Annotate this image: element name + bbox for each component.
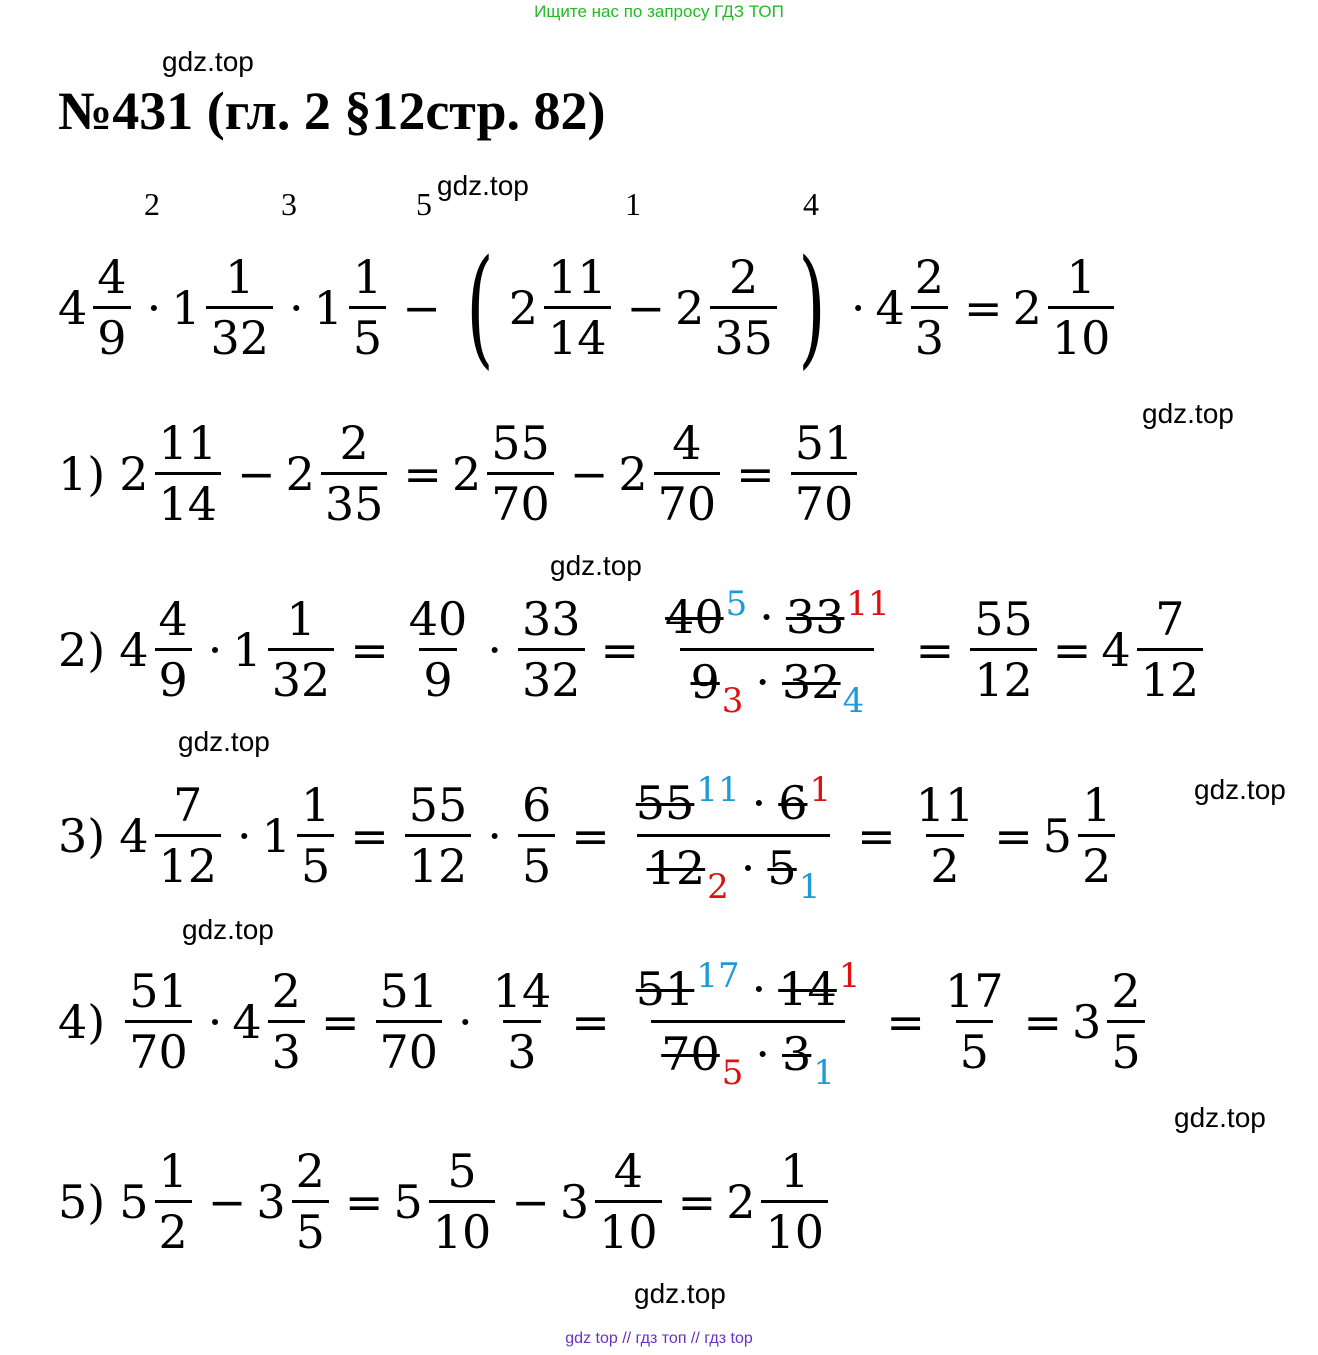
operator: =	[886, 994, 925, 1049]
fraction	[429, 1144, 496, 1259]
reduced-factor: 17	[696, 956, 740, 996]
operator: ·	[146, 280, 162, 335]
operator: ·	[755, 1027, 771, 1081]
operator: =	[320, 994, 360, 1049]
operator: =	[994, 808, 1033, 863]
reduced-factor: 1	[838, 956, 861, 996]
numerator: 4	[613, 1144, 643, 1198]
cancellation-fraction	[626, 956, 871, 1093]
fraction	[155, 416, 222, 531]
fraction	[125, 964, 192, 1079]
whole-part: 1	[232, 622, 262, 677]
whole-part: 1	[313, 280, 343, 335]
crossed-out-number: 6	[778, 776, 808, 830]
operator: ·	[487, 808, 502, 863]
denominator: 9	[155, 648, 192, 703]
denominator	[680, 648, 874, 721]
denominator: 12	[970, 648, 1037, 703]
denominator: 32	[206, 306, 273, 361]
numerator: 7	[173, 778, 203, 832]
numerator	[626, 770, 841, 834]
cancellation-fraction	[655, 584, 900, 721]
whole-part: 2	[508, 280, 538, 335]
numerator: 51	[794, 416, 854, 470]
numerator: 40	[408, 592, 468, 646]
watermark: gdz.top	[162, 46, 254, 77]
whole-part: 4	[232, 994, 262, 1049]
fraction	[1078, 778, 1115, 893]
denominator: 70	[487, 472, 554, 527]
operator: =	[600, 622, 640, 677]
numerator: 2	[914, 250, 945, 305]
reduced-factor: 1	[798, 867, 821, 907]
fraction	[405, 592, 472, 707]
numerator: 4	[158, 592, 188, 646]
denominator	[637, 834, 831, 907]
denominator: 12	[405, 834, 472, 889]
operator: ·	[850, 280, 866, 335]
operator: ·	[740, 841, 756, 895]
whole-part: 2	[1012, 280, 1042, 335]
watermark: gdz.top	[182, 914, 274, 945]
operator: ·	[751, 776, 767, 830]
numerator: 55	[408, 778, 468, 832]
crossed-out-number: 9	[690, 655, 720, 709]
whole-part: 4	[119, 622, 149, 677]
numerator: 1	[352, 250, 383, 305]
crossed-out-number: 40	[665, 590, 724, 644]
fraction	[268, 592, 335, 707]
denominator: 5	[956, 1020, 993, 1075]
whole-part: 2	[285, 446, 315, 501]
reduced-factor: 2	[707, 867, 729, 907]
denominator: 12	[1137, 648, 1204, 703]
order-number: 5	[416, 186, 432, 222]
fraction	[518, 778, 555, 893]
fraction	[544, 250, 611, 366]
operator: ·	[289, 280, 304, 335]
numerator: 51	[129, 964, 188, 1018]
numerator	[655, 584, 900, 648]
step-label: 2)	[58, 622, 106, 677]
operator: =	[350, 808, 389, 863]
numerator: 55	[974, 592, 1033, 646]
denominator: 5	[518, 834, 555, 889]
crossed-out-number: 12	[646, 841, 706, 895]
watermark: gdz.top	[634, 1278, 726, 1309]
denominator: 9	[93, 306, 130, 361]
whole-part: 5	[393, 1174, 423, 1229]
crossed-out-number: 70	[661, 1027, 720, 1081]
step-label: 3)	[58, 808, 106, 863]
operator: ·	[759, 590, 774, 644]
parenthesis: )	[798, 233, 826, 382]
numerator: 1	[1082, 778, 1112, 832]
fraction	[93, 250, 130, 366]
search-banner: Ищите нас по запросу ГДЗ ТОП	[534, 2, 784, 21]
step-5	[58, 1144, 834, 1259]
order-number: 2	[144, 186, 160, 222]
fraction	[292, 1144, 329, 1259]
fraction	[206, 250, 273, 366]
fraction	[911, 250, 948, 366]
fraction	[155, 592, 192, 707]
footer-links[interactable]: gdz top // гдз топ // гдз top	[565, 1330, 753, 1347]
crossed-out-number: 3	[782, 1027, 812, 1081]
reduced-factor: 11	[846, 584, 890, 624]
step-label: 5)	[58, 1174, 106, 1229]
operator: −	[237, 446, 276, 501]
numerator: 2	[295, 1144, 325, 1198]
numerator: 33	[521, 592, 581, 646]
fraction	[595, 1144, 662, 1259]
numerator: 17	[944, 964, 1004, 1018]
whole-part: 2	[119, 446, 149, 501]
whole-part: 1	[261, 808, 291, 863]
fraction	[518, 592, 585, 707]
crossed-out-number: 14	[778, 962, 837, 1016]
fraction	[1107, 964, 1144, 1079]
order-number: 4	[803, 186, 819, 222]
fraction	[268, 964, 305, 1079]
numerator: 4	[672, 416, 702, 470]
order-number: 3	[281, 186, 297, 222]
crossed-out-number: 32	[782, 655, 841, 709]
numerator: 14	[492, 964, 552, 1018]
whole-part: 3	[256, 1174, 286, 1229]
operator: −	[207, 1174, 247, 1229]
reduced-factor: 4	[842, 681, 865, 721]
denominator: 14	[544, 306, 611, 361]
operator: ·	[237, 808, 252, 863]
fraction	[376, 964, 443, 1079]
numerator: 11	[547, 250, 607, 305]
operator: −	[569, 446, 609, 501]
watermark: gdz.top	[437, 170, 529, 201]
operator: −	[402, 280, 441, 335]
denominator: 32	[518, 648, 585, 703]
whole-part: 3	[559, 1174, 590, 1229]
operator: =	[915, 622, 955, 677]
operator: −	[511, 1174, 550, 1229]
fraction	[1048, 250, 1115, 366]
denominator: 9	[419, 648, 456, 703]
whole-part: 3	[1072, 994, 1102, 1049]
numerator: 1	[225, 250, 255, 305]
denominator: 2	[926, 834, 963, 889]
operator: =	[1023, 994, 1063, 1049]
numerator: 1	[780, 1144, 810, 1198]
denominator: 10	[429, 1200, 496, 1255]
watermark: gdz.top	[178, 726, 270, 757]
fraction	[970, 592, 1037, 707]
denominator: 35	[321, 472, 388, 527]
denominator: 2	[155, 1200, 192, 1255]
reduced-factor: 1	[809, 770, 832, 810]
whole-part: 2	[618, 446, 648, 501]
whole-part: 4	[58, 280, 88, 335]
numerator: 5	[447, 1144, 477, 1198]
main-expression	[58, 233, 1120, 382]
denominator: 14	[155, 472, 222, 527]
numerator	[626, 956, 871, 1020]
whole-part: 4	[875, 280, 905, 335]
numerator: 1	[158, 1144, 188, 1198]
whole-part: 2	[451, 446, 482, 501]
denominator: 3	[911, 306, 948, 361]
reduced-factor: 1	[813, 1053, 835, 1093]
order-number: 1	[625, 186, 641, 222]
fraction	[489, 964, 556, 1079]
reduced-factor: 5	[721, 1053, 744, 1093]
watermark: gdz.top	[550, 550, 642, 581]
fraction	[710, 250, 777, 366]
denominator: 32	[268, 648, 335, 703]
operator: ·	[458, 994, 473, 1049]
whole-part: 5	[1042, 808, 1073, 863]
operator: =	[571, 808, 610, 863]
denominator: 70	[654, 472, 721, 527]
operator: =	[857, 808, 896, 863]
fraction	[349, 250, 386, 366]
denominator: 5	[1107, 1020, 1144, 1075]
operator: =	[964, 280, 1003, 335]
step-2	[58, 584, 1209, 721]
crossed-out-number: 51	[635, 962, 695, 1016]
numerator: 4	[97, 250, 127, 305]
denominator: 70	[125, 1020, 192, 1075]
fraction	[1137, 592, 1204, 707]
whole-part: 2	[675, 280, 705, 335]
operator: ·	[487, 622, 502, 677]
numerator: 11	[915, 778, 975, 832]
numerator: 2	[728, 250, 759, 305]
numerator: 1	[286, 592, 316, 646]
numerator: 51	[379, 964, 439, 1018]
numerator: 2	[1111, 964, 1141, 1018]
numerator: 6	[521, 778, 552, 832]
watermark: gdz.top	[1174, 1102, 1266, 1133]
operator: =	[403, 446, 442, 501]
reduced-factor: 3	[721, 681, 744, 721]
denominator: 3	[503, 1020, 540, 1075]
fraction	[941, 964, 1008, 1079]
fraction	[297, 778, 334, 893]
denominator: 10	[761, 1200, 828, 1255]
step-1	[58, 416, 863, 531]
step-4	[58, 956, 1151, 1093]
page-title: №431 (гл. 2 §12стр. 82)	[58, 81, 606, 141]
reduced-factor: 5	[725, 584, 748, 624]
denominator: 5	[349, 306, 386, 361]
fraction	[487, 416, 554, 531]
operator: ·	[755, 655, 771, 709]
whole-part: 5	[119, 1174, 149, 1229]
denominator: 70	[791, 472, 858, 527]
denominator: 10	[595, 1200, 662, 1255]
reduced-factor: 11	[696, 770, 740, 810]
whole-part: 1	[171, 280, 201, 335]
numerator: 7	[1155, 592, 1185, 646]
denominator: 10	[1048, 306, 1115, 361]
watermark: gdz.top	[1194, 774, 1286, 805]
operator: ·	[207, 622, 223, 677]
operator: =	[571, 994, 610, 1049]
operator: −	[626, 280, 666, 335]
numerator: 2	[271, 964, 301, 1018]
crossed-out-number: 5	[767, 841, 797, 895]
denominator: 35	[710, 306, 777, 361]
whole-part: 2	[726, 1174, 756, 1229]
operator: =	[677, 1174, 717, 1229]
fraction	[155, 778, 222, 893]
operator: =	[1052, 622, 1092, 677]
numerator: 1	[1066, 250, 1096, 305]
fraction	[405, 778, 472, 893]
fraction	[791, 416, 858, 531]
denominator: 2	[1078, 834, 1115, 889]
numerator: 11	[158, 416, 218, 470]
numerator: 2	[339, 416, 369, 470]
crossed-out-number: 55	[635, 776, 695, 830]
step-label: 1)	[58, 446, 106, 501]
denominator: 12	[155, 834, 222, 889]
whole-part: 4	[1101, 622, 1131, 677]
denominator	[651, 1020, 845, 1093]
numerator: 55	[491, 416, 550, 470]
whole-part: 4	[119, 808, 149, 863]
crossed-out-number: 33	[785, 590, 845, 644]
denominator: 5	[292, 1200, 329, 1255]
fraction	[654, 416, 721, 531]
step-3	[58, 770, 1121, 907]
numerator: 1	[300, 778, 331, 832]
step-label: 4)	[58, 994, 106, 1049]
operator: =	[736, 446, 775, 501]
denominator: 5	[297, 834, 334, 889]
operator: =	[344, 1174, 384, 1229]
denominator: 3	[268, 1020, 305, 1075]
cancellation-fraction	[626, 770, 841, 907]
fraction	[321, 416, 388, 531]
operator: ·	[207, 994, 223, 1049]
denominator: 70	[376, 1020, 443, 1075]
fraction	[761, 1144, 828, 1259]
parenthesis: (	[465, 233, 494, 382]
watermark: gdz.top	[1142, 398, 1234, 429]
operator: =	[350, 622, 389, 677]
fraction	[155, 1144, 192, 1259]
operator: ·	[751, 962, 767, 1016]
fraction	[912, 778, 979, 893]
